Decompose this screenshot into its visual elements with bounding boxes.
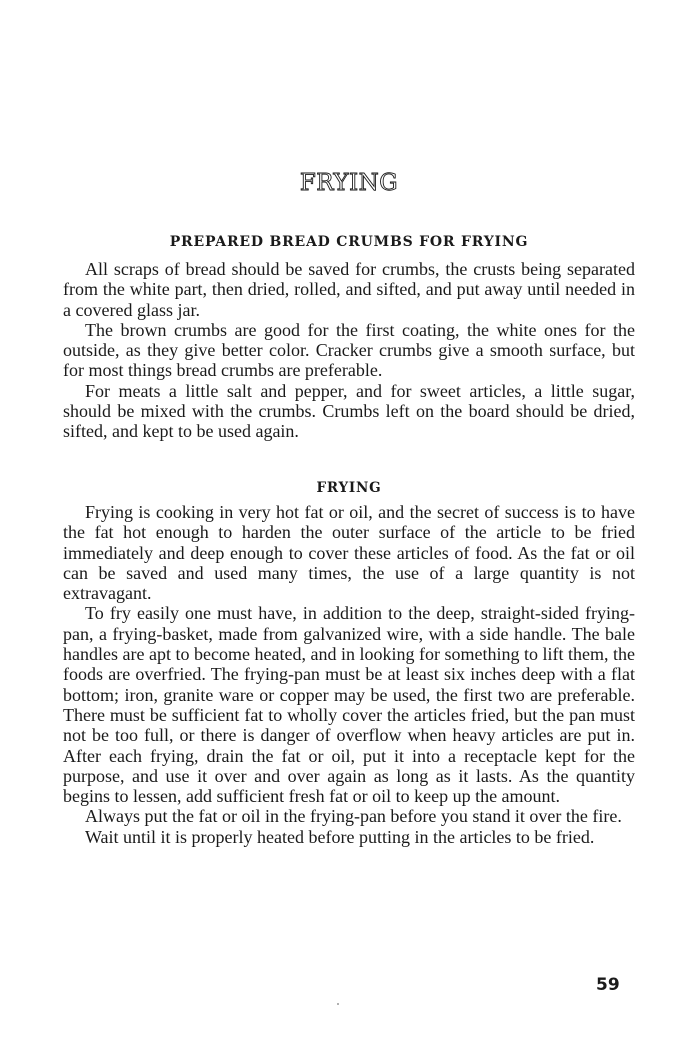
- chapter-title: FRYING: [299, 170, 399, 196]
- print-speck: [337, 1003, 339, 1005]
- section-heading-bread-crumbs: PREPARED BREAD CRUMBS FOR FRYING: [169, 234, 529, 250]
- paragraph: Always put the fat or oil in the frying-pan before you stand it over the fire.: [85, 806, 622, 827]
- section-heading-frying: FRYING: [316, 480, 382, 496]
- paragraph: To fry easily one must have, in addition to the deep, straight-sided frying-pan, a frying-basket, made from galvanized wire, with a side handle. The bale handles are apt to become heated, and in looking for something to lift them, the foods are overfried. The frying-pan must be at least six inches deep with a flat bottom; iron, granite ware or copper may be used, the first two are preferable. There must be sufficient fat to wholly cover the articles fried, but the pan must not be too full, or there is danger of overflow when heavy articles are put in. After each frying, drain the fat or oil, put it into a receptacle kept for the purpose, and use it over and over again as long as it lasts. As the quantity begins to lessen, add sufficient fresh fat or oil to keep up the amount.: [63, 603, 635, 807]
- paragraph: The brown crumbs are good for the first coating, the white ones for the outside, as they give better color. Cracker crumbs give a smooth surface, but for most things bread crumbs are preferable.: [63, 319, 635, 381]
- section-body-bread-crumbs: [63, 259, 635, 442]
- paragraph: For meats a little salt and pepper, and for sweet articles, a little sugar, should be mixed with the crumbs. Crumbs left on the board should be dried, sifted, and kept to be used again.: [63, 380, 635, 442]
- page-number: 59: [596, 975, 620, 995]
- paragraph: Frying is cooking in very hot fat or oil, and the secret of success is to have the fat hot enough to harden the outer surface of the article to be fried immediately and deep enough to cover these articles of food. As the fat or oil can be saved and used many times, the use of a large quantity is not extravagant.: [63, 502, 635, 604]
- paragraph: All scraps of bread should be saved for crumbs, the crusts being separated from the white part, then dried, rolled, and sifted, and put away until needed in a covered glass jar.: [63, 259, 635, 320]
- paragraph: Wait until it is properly heated before putting in the articles to be fried.: [85, 826, 595, 847]
- section-body-frying: [63, 502, 635, 847]
- book-page: [63, 0, 635, 1060]
